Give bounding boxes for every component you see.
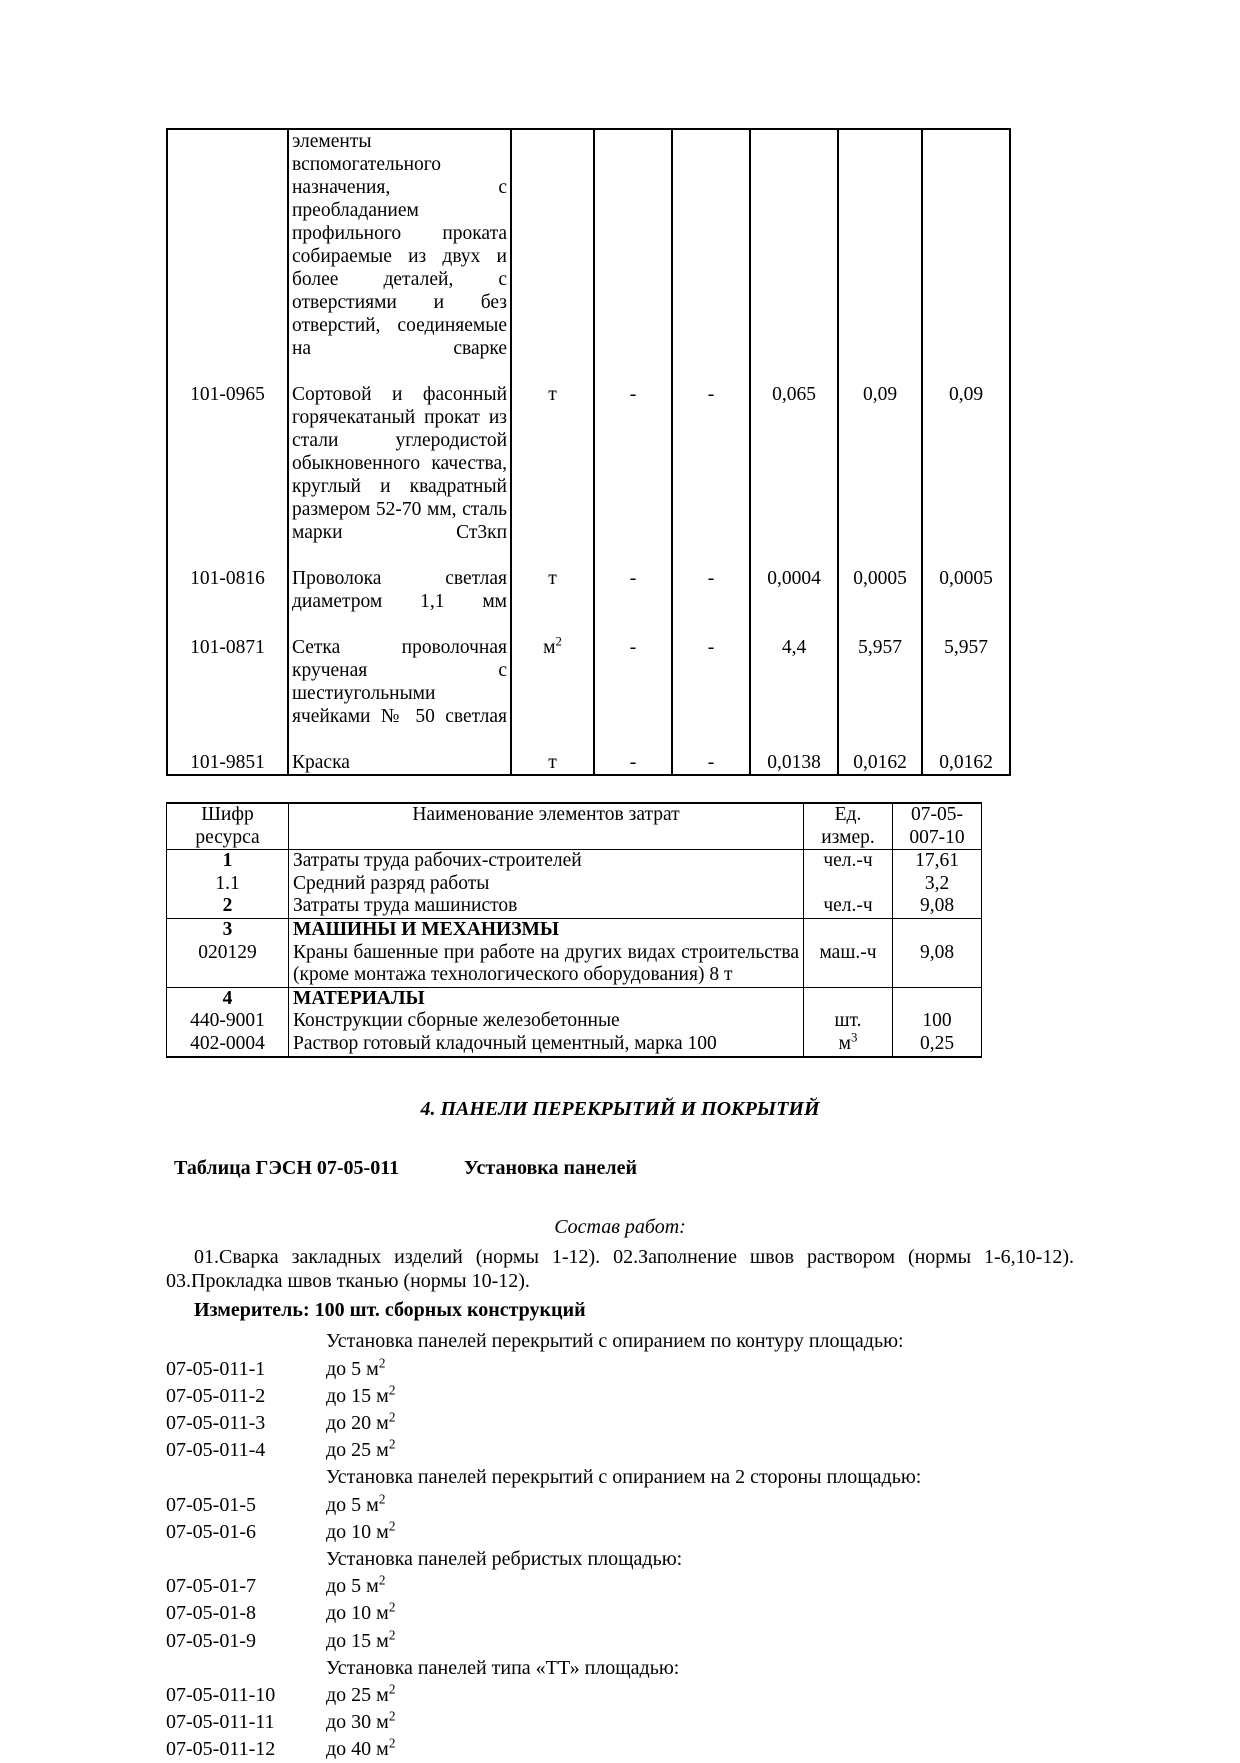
table-row [167, 850, 982, 873]
list-item [166, 1628, 1074, 1655]
cost-unit-cell [804, 873, 893, 896]
norm-desc [326, 1519, 1074, 1546]
cost-value-cell: 9,08 [893, 942, 982, 988]
norm-desc-text: до 10 м [326, 1520, 389, 1543]
cost-code-cell: 402-0004 [167, 1033, 289, 1057]
resource-code-cell [167, 129, 288, 383]
norm-code: 07-05-011-2 [166, 1384, 266, 1407]
work-composition-label: Состав работ: [554, 1215, 686, 1238]
cost-name-cell: Затраты труда рабочих-строителей [289, 850, 804, 873]
resource-code-cell: 101-0871 [167, 636, 288, 751]
cost-value-cell [893, 987, 982, 1010]
resource-table [166, 128, 1011, 776]
work-composition-text: 01.Сварка закладных изделий (нормы 1-12). 02.Заполнение швов раствором (нормы 1-6,10-12). 03.Прокладка швов тканью (нормы 10-12). [166, 1245, 1074, 1293]
table-row [167, 895, 982, 918]
norm-code: 07-05-01-9 [166, 1629, 256, 1652]
norm-desc [326, 1464, 1074, 1491]
table-row [167, 987, 982, 1010]
header-unit-line1: Ед. [834, 804, 862, 825]
resource-value-4-cell: 0,09 [838, 383, 922, 567]
cost-unit-cell: чел.-ч [804, 895, 893, 918]
list-item [166, 1682, 1074, 1709]
norm-desc-text: Установка панелей типа «ТТ» площадью: [326, 1656, 680, 1679]
norm-desc [326, 1356, 1074, 1383]
cost-code-cell: 4 [167, 987, 289, 1010]
norm-code: 07-05-011-10 [166, 1683, 276, 1706]
norm-desc-text: до 5 м [326, 1357, 379, 1380]
resource-value-2-cell: - [672, 383, 750, 567]
cost-code-cell: 1 [167, 850, 289, 873]
table-header-row [167, 803, 982, 850]
list-item [166, 1328, 1074, 1355]
resource-value-4-cell: 5,957 [838, 636, 922, 751]
norm-code: 07-05-011-12 [166, 1738, 276, 1761]
norm-desc-text: до 30 м [326, 1711, 389, 1734]
norm-desc-superscript: 2 [378, 1572, 386, 1588]
cost-value-cell: 100 [893, 1010, 982, 1033]
list-item [166, 1464, 1074, 1491]
norm-desc-text: до 15 м [326, 1384, 389, 1407]
table-row [167, 873, 982, 896]
resource-name-text: Проволока светлая диаметром 1,1 мм [292, 568, 507, 612]
list-item [166, 1356, 1074, 1383]
cost-name-cell: Затраты труда машинистов [289, 895, 804, 918]
list-item [166, 1709, 1074, 1736]
resource-value-5-cell: 0,0162 [922, 751, 1010, 775]
cost-name-cell [289, 942, 804, 988]
norm-desc-superscript: 2 [388, 1382, 396, 1398]
norm-desc-text: Установка панелей ребристых площадью: [326, 1547, 683, 1570]
norm-code: 07-05-011-4 [166, 1439, 266, 1462]
resource-value-2-cell: - [672, 636, 750, 751]
resource-value-1-cell [594, 129, 672, 383]
cost-unit-cell: шт. [804, 1010, 893, 1033]
norm-code: 07-05-01-8 [166, 1602, 256, 1625]
unit-text: м [838, 1033, 851, 1055]
resource-value-1-cell: - [594, 383, 672, 567]
cost-unit-cell: маш.-ч [804, 942, 893, 988]
cost-value-cell: 9,08 [893, 895, 982, 918]
table-name-label: Установка панелей [464, 1156, 638, 1179]
norm-desc-text: до 5 м [326, 1493, 379, 1516]
header-code-cell [167, 803, 289, 850]
norm-desc [326, 1736, 1074, 1763]
resource-unit-cell: т [511, 383, 594, 567]
norm-desc-text: до 25 м [326, 1683, 389, 1706]
norm-desc [326, 1546, 1074, 1573]
unit-superscript: 3 [850, 1030, 858, 1045]
norm-desc-text: до 40 м [326, 1738, 389, 1761]
norm-desc [326, 1682, 1074, 1709]
cost-unit-cell [804, 987, 893, 1010]
cost-elements-table [166, 802, 982, 1058]
norm-code: 07-05-011-11 [166, 1711, 275, 1734]
table-row [167, 1033, 982, 1057]
table-row [167, 919, 982, 942]
norm-code [166, 1464, 326, 1491]
resource-value-3-cell: 0,0004 [750, 567, 838, 636]
table-row [167, 942, 982, 988]
header-code-line2: ресурса [195, 826, 260, 848]
table-row [167, 751, 1010, 775]
norm-desc [326, 1655, 1074, 1682]
resource-name-cell [288, 636, 511, 751]
measure-unit-label: Измеритель: 100 шт. сборных конструкций [194, 1299, 586, 1322]
table-row [167, 567, 1010, 636]
norm-desc-superscript: 2 [388, 1518, 396, 1534]
header-value-line2: 007-10 [909, 826, 965, 848]
cost-code-cell: 3 [167, 919, 289, 942]
cost-name-cell: МАТЕРИАЛЫ [289, 987, 804, 1010]
list-item [166, 1519, 1074, 1546]
resource-name-text: Сортовой и фасонный горячекатаный прокат из стали углеродистой обыкновенного качества, круглый и квадратный размером 52-70 мм, сталь марки Ст3кп [292, 384, 507, 543]
norm-code [166, 1546, 326, 1573]
norm-list [166, 1328, 1074, 1763]
resource-value-5-cell: 5,957 [922, 636, 1010, 751]
page-content [166, 128, 1074, 1763]
resource-value-5-cell [922, 129, 1010, 383]
norm-desc [326, 1437, 1074, 1464]
unit-superscript: 2 [555, 634, 562, 649]
norm-code [166, 1328, 326, 1355]
cost-name-cell: МАШИНЫ И МЕХАНИЗМЫ [289, 919, 804, 942]
norm-desc-superscript: 2 [378, 1355, 386, 1371]
resource-unit-cell [511, 636, 594, 751]
list-item [166, 1736, 1074, 1763]
norm-desc-superscript: 2 [388, 1599, 396, 1615]
cost-code-cell: 440-9001 [167, 1010, 289, 1033]
list-item [166, 1492, 1074, 1519]
resource-value-4-cell: 0,0005 [838, 567, 922, 636]
resource-code-cell: 101-9851 [167, 751, 288, 775]
section-title: 4. ПАНЕЛИ ПЕРЕКРЫТИЙ И ПОКРЫТИЙ [420, 1097, 820, 1120]
resource-value-3-cell: 0,065 [750, 383, 838, 567]
norm-desc-text: Установка панелей перекрытий с опиранием на 2 стороны площадью: [326, 1466, 922, 1489]
list-item [166, 1573, 1074, 1600]
resource-value-2-cell: - [672, 567, 750, 636]
cost-code-cell: 1.1 [167, 873, 289, 896]
norm-desc [326, 1628, 1074, 1655]
norm-code: 07-05-01-7 [166, 1575, 256, 1598]
resource-value-1-cell: - [594, 636, 672, 751]
resource-unit-cell: т [511, 751, 594, 775]
norm-desc-superscript: 2 [388, 1626, 396, 1642]
norm-desc-superscript: 2 [388, 1735, 396, 1751]
resource-unit-cell: т [511, 567, 594, 636]
resource-value-2-cell [672, 129, 750, 383]
resource-name-cell [288, 129, 511, 383]
norm-desc [326, 1492, 1074, 1519]
table-row [167, 1010, 982, 1033]
norm-desc [326, 1600, 1074, 1627]
resource-name-text: Сетка проволочная крученая с шестиугольными ячейками № 50 светлая [292, 637, 507, 727]
resource-table-body [167, 129, 1010, 775]
norm-desc [326, 1410, 1074, 1437]
cost-unit-cell [804, 919, 893, 942]
header-value-line1: 07-05- [911, 804, 963, 825]
list-item [166, 1437, 1074, 1464]
resource-value-4-cell [838, 129, 922, 383]
cost-name-text: Краны башенные при работе на других видах строительства (кроме монтажа технологического оборудования) 8 т [293, 941, 799, 986]
cost-name-cell: Средний разряд работы [289, 873, 804, 896]
norm-desc-text: до 15 м [326, 1629, 389, 1652]
cost-name-cell: Конструкции сборные железобетонные [289, 1010, 804, 1033]
norm-code: 07-05-011-1 [166, 1357, 266, 1380]
norm-desc-text: до 20 м [326, 1412, 389, 1435]
cost-elements-table-body [167, 803, 982, 1057]
table-row [167, 383, 1010, 567]
header-value-cell [893, 803, 982, 850]
resource-name-cell [288, 751, 511, 775]
resource-value-3-cell: 0,0138 [750, 751, 838, 775]
resource-value-4-cell: 0,0162 [838, 751, 922, 775]
cost-name-cell: Раствор готовый кладочный цементный, марка 100 [289, 1033, 804, 1057]
resource-continued-text: элементы вспомогательного назначения, с преобладанием профильного проката собираемые из двух и более деталей, с отверстиями и без отверстий, соединяемые на сварке [292, 131, 507, 359]
table-number-label: Таблица ГЭСН 07-05-011 [174, 1156, 400, 1179]
resource-value-1-cell: - [594, 567, 672, 636]
resource-value-2-cell: - [672, 751, 750, 775]
header-name-cell: Наименование элементов затрат [289, 803, 804, 850]
list-item [166, 1410, 1074, 1437]
table-row [167, 129, 1010, 383]
resource-name-cell [288, 567, 511, 636]
list-item [166, 1383, 1074, 1410]
cost-value-cell [893, 919, 982, 942]
cost-value-cell: 0,25 [893, 1033, 982, 1057]
cost-unit-cell: чел.-ч [804, 850, 893, 873]
table-row [167, 636, 1010, 751]
resource-value-5-cell: 0,09 [922, 383, 1010, 567]
resource-value-1-cell: - [594, 751, 672, 775]
cost-unit-cell [804, 1030, 893, 1057]
header-unit-cell [804, 803, 893, 850]
norm-desc-text: до 5 м [326, 1575, 379, 1598]
resource-code-cell: 101-0816 [167, 567, 288, 636]
norm-desc-text: до 10 м [326, 1602, 389, 1625]
norm-desc-text: до 25 м [326, 1439, 389, 1462]
norm-desc [326, 1383, 1074, 1410]
norm-code: 07-05-011-3 [166, 1412, 266, 1435]
resource-unit-cell [511, 129, 594, 383]
resource-value-5-cell: 0,0005 [922, 567, 1010, 636]
norm-desc [326, 1328, 1074, 1355]
norm-desc [326, 1709, 1074, 1736]
header-code-line1: Шифр [201, 804, 254, 825]
list-item [166, 1546, 1074, 1573]
resource-code-cell: 101-0965 [167, 383, 288, 567]
norm-desc-superscript: 2 [388, 1708, 396, 1724]
norm-code [166, 1655, 326, 1682]
list-item [166, 1655, 1074, 1682]
norm-desc-superscript: 2 [378, 1490, 386, 1506]
resource-name-text: Краска [292, 752, 350, 773]
table-label-row [166, 1157, 1074, 1180]
resource-value-3-cell: 4,4 [750, 636, 838, 751]
header-unit-line2: измер. [821, 826, 875, 848]
resource-value-3-cell [750, 129, 838, 383]
norm-desc-text: Установка панелей перекрытий с опиранием по контуру площадью: [326, 1330, 904, 1353]
resource-name-cell [288, 383, 511, 567]
norm-desc-superscript: 2 [388, 1681, 396, 1697]
norm-code: 07-05-01-6 [166, 1520, 256, 1543]
norm-code: 07-05-01-5 [166, 1493, 256, 1516]
norm-desc-superscript: 2 [388, 1409, 396, 1425]
list-item [166, 1600, 1074, 1627]
cost-code-cell: 020129 [167, 942, 289, 988]
unit-text: м [543, 637, 556, 658]
cost-code-cell: 2 [167, 895, 289, 918]
norm-desc-superscript: 2 [388, 1436, 396, 1452]
cost-value-cell: 3,2 [893, 873, 982, 896]
norm-desc [326, 1573, 1074, 1600]
cost-value-cell: 17,61 [893, 850, 982, 873]
